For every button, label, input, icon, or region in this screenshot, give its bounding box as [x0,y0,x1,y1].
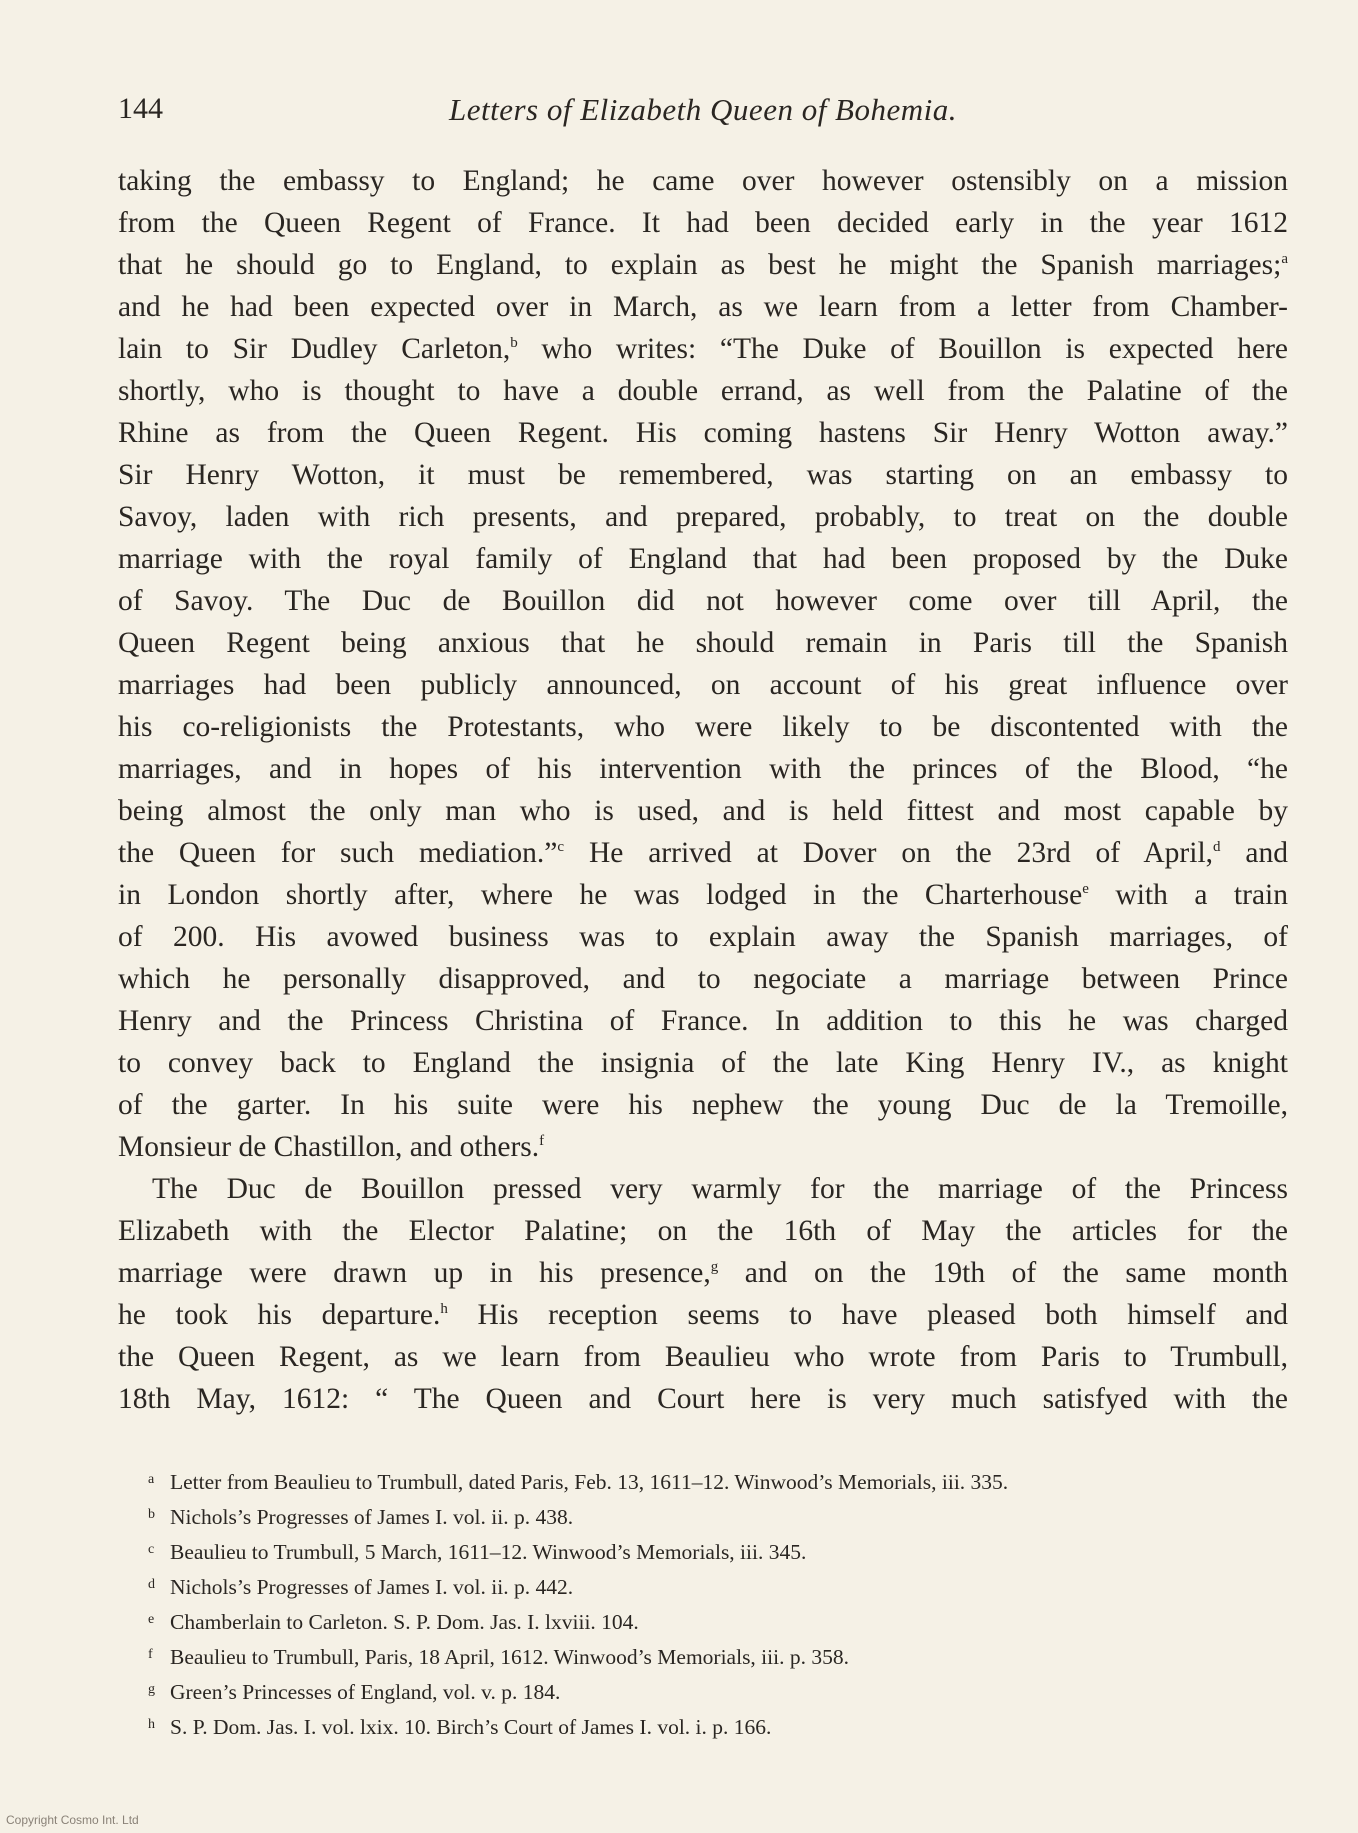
footnote-mark: e [148,1612,155,1627]
text-line: marriage were drawn up in his presence,$^g$ and on the 19th of the same month [118,1257,1288,1289]
text-line: he took his departure.$^h$ His reception seems to have pleased both himself and [118,1299,1288,1331]
text-line: marriages, and in hopes of his intervention with the princes of the Blood, “he [118,753,1288,785]
footnote: a Letter from Beaulieu to Trumbull, dated Paris, Feb. 13, 1611–12. Winwood’s Memorials, iii. 335. [148,1462,1288,1497]
footnote-ref: e [1082,881,1089,898]
text-line: being almost the only man who is used, and is held fittest and most capable by [118,795,1288,827]
text-line: shortly, who is thought to have a double errand, as well from the Palatine of the [118,375,1288,407]
footnote-mark: c [148,1542,155,1557]
footnote: b Nichols’s Progresses of James I. vol. ii. p. 438. [148,1497,1288,1532]
footnotes [148,1462,1288,1742]
text-line: lain to Sir Dudley Carleton,$^b$ who writes: “The Duke of Bouillon is expected here [118,333,1288,365]
text-line: the Queen Regent, as we learn from Beaulieu who wrote from Paris to Trumbull, [118,1341,1288,1373]
footnote-ref: h [440,1301,448,1318]
text-line: Sir Henry Wotton, it must be remembered, was starting on an embassy to [118,459,1288,491]
footnote-ref: a [1281,251,1288,268]
footnote: h S. P. Dom. Jas. I. vol. lxix. 10. Birch’s Court of James I. vol. i. p. 166. [148,1707,1288,1742]
text-line: taking the embassy to England; he came over however ostensibly on a mission [118,165,1288,197]
text-line: 18th May, 1612: “ The Queen and Court here is very much satisfyed with the [118,1383,1288,1415]
body-text [118,160,1288,1420]
text-line: Henry and the Princess Christina of France. In addition to this he was charged [118,1005,1288,1037]
footnote-mark: h [148,1717,155,1732]
text-line: and he had been expected over in March, as we learn from a letter from Chamber- [118,291,1288,323]
text-line: The Duc de Bouillon pressed very warmly for the marriage of the Princess [152,1173,1288,1205]
text-line: marriage with the royal family of England that had been proposed by the Duke [118,543,1288,575]
text-line: which he personally disapproved, and to negociate a marriage between Prince [118,963,1288,995]
text-line: the Queen for such mediation.”$^c$ He arrived at Dover on the 23rd of April,$^d$ and [118,837,1288,869]
footnote: f Beaulieu to Trumbull, Paris, 18 April, 1612. Winwood’s Memorials, iii. p. 358. [148,1637,1288,1672]
text-line: Rhine as from the Queen Regent. His coming hastens Sir Henry Wotton away.” [118,417,1288,449]
footnote-ref: c [557,839,565,856]
running-title: Letters of Elizabeth Queen of Bohemia. [448,92,958,127]
footnote-mark: f [148,1647,153,1662]
text-line: to convey back to England the insignia of the late King Henry IV., as knight [118,1047,1288,1079]
text-line: from the Queen Regent of France. It had been decided early in the year 1612 [118,207,1288,239]
text-line: of the garter. In his suite were his nephew the young Duc de la Tremoille, [118,1089,1288,1121]
footnote: c Beaulieu to Trumbull, 5 March, 1611–12. Winwood’s Memorials, iii. 345. [148,1532,1288,1567]
page-header [118,92,1288,142]
text-line: marriages had been publicly announced, on account of his great influence over [118,669,1288,701]
footnote-mark: g [148,1682,155,1697]
text-line: in London shortly after, where he was lodged in the Charterhouse$^e$ with a train [118,879,1288,911]
text-line: of 200. His avowed business was to explain away the Spanish marriages, of [118,921,1288,953]
footnote-ref: b [510,335,518,352]
footnote-mark: d [148,1577,155,1592]
text-line: Queen Regent being anxious that he should remain in Paris till the Spanish [118,627,1288,659]
text-line: Savoy, laden with rich presents, and prepared, probably, to treat on the double [118,501,1288,533]
text-line: that he should go to England, to explain as best he might the Spanish marriages;$^a$ [118,249,1288,281]
footnote-ref: f [539,1133,545,1150]
text-line: Elizabeth with the Elector Palatine; on the 16th of May the articles for the [118,1215,1288,1247]
footnote-mark: a [148,1472,155,1487]
footnote: d Nichols’s Progresses of James I. vol. ii. p. 442. [148,1567,1288,1602]
text-line: Monsieur de Chastillon, and others.$^f$ [118,1131,545,1163]
footnote-ref: d [1213,839,1221,856]
text-line: of Savoy. The Duc de Bouillon did not however come over till April, the [118,585,1288,617]
footnote-ref: g [710,1259,719,1276]
text-line: his co-religionists the Protestants, who were likely to be discontented with the [118,711,1288,743]
page-number: 144 [118,92,163,125]
copyright-watermark: Copyright Cosmo Int. Ltd [6,1813,139,1827]
footnote-mark: b [148,1507,155,1522]
footnote: g Green’s Princesses of England, vol. v. p. 184. [148,1672,1288,1707]
footnote: e Chamberlain to Carleton. S. P. Dom. Jas. I. lxviii. 104. [148,1602,1288,1637]
